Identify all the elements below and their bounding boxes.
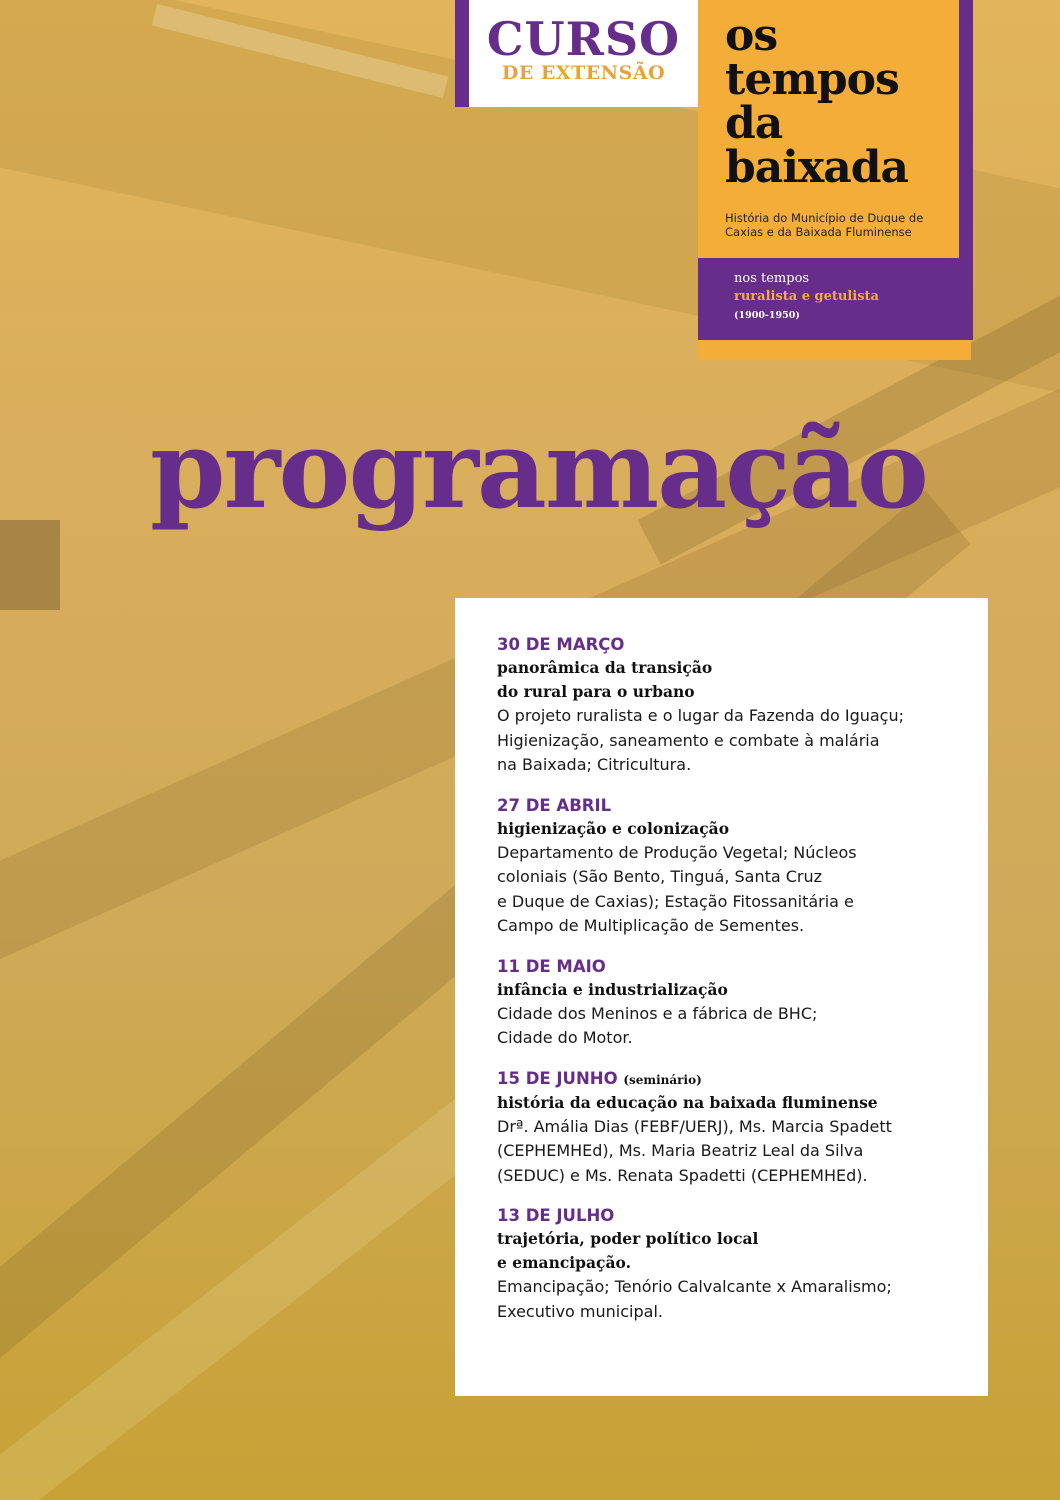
program-date xyxy=(497,795,977,817)
program-topic: trajetória, poder político local e emancipação. xyxy=(497,1229,759,1272)
date-text: 30 DE MARÇO xyxy=(497,635,625,654)
program-topic: história da educação na baixada fluminense xyxy=(497,1092,878,1112)
program-item xyxy=(497,634,977,778)
program-date xyxy=(497,1068,977,1091)
title-description: História do Município de Duque de Caxias e da Baixada Fluminense xyxy=(725,211,924,239)
program-item xyxy=(497,1205,977,1324)
program-date xyxy=(497,956,977,978)
program-item xyxy=(497,795,977,939)
date-text: 13 DE JULHO xyxy=(497,1206,615,1225)
period-bottom-strip xyxy=(698,340,971,360)
background-photo-band xyxy=(0,520,60,610)
date-note: (seminário) xyxy=(623,1072,702,1087)
program-topic: infância e industrialização xyxy=(497,979,728,999)
program-date xyxy=(497,1205,977,1227)
date-text: 11 DE MAIO xyxy=(497,956,606,976)
course-badge xyxy=(455,0,698,107)
course-badge-inner xyxy=(469,0,698,107)
course-sublabel: DE EXTENSÃO xyxy=(501,62,666,84)
program-description: Departamento de Produção Vegetal; Núcleos coloniais (São Bento, Tinguá, Santa Cruz e Duque de Caxias); Estação Fitossanitária e Campo de Multiplicação de Sementes. xyxy=(497,842,857,935)
program-list xyxy=(497,634,977,1341)
program-date xyxy=(497,634,977,656)
period-name: ruralista e getulista xyxy=(734,289,879,304)
program-description: Drª. Amália Dias (FEBF/UERJ), Ms. Marcia Spadett (CEPHEMHEd), Ms. Maria Beatriz Leal da Silva (SEDUC) e Ms. Renata Spadetti (CEPHEMHEd). xyxy=(497,1116,892,1185)
title-line: os tempos xyxy=(725,10,899,105)
course-label: CURSO xyxy=(486,12,681,66)
page-heading: programação xyxy=(150,407,927,533)
period-years: (1900-1950) xyxy=(734,310,800,321)
title-block xyxy=(698,0,973,258)
program-topic: panorâmica da transição do rural para o urbano xyxy=(497,658,713,701)
program-description: Cidade dos Meninos e a fábrica de BHC; Cidade do Motor. xyxy=(497,1003,818,1047)
program-description: Emancipação; Tenório Calvalcante x Amaralismo; Executivo municipal. xyxy=(497,1277,892,1321)
date-text: 15 DE JUNHO xyxy=(497,1068,618,1088)
period-intro: nos tempos xyxy=(734,271,810,286)
program-panel xyxy=(455,598,988,1396)
program-topic: higienização e colonização xyxy=(497,818,730,838)
date-text: 27 DE ABRIL xyxy=(497,795,612,815)
period-block xyxy=(698,258,973,340)
title-line: baixada xyxy=(725,142,909,193)
title-line: da xyxy=(725,98,783,149)
program-description: O projeto ruralista e o lugar da Fazenda do Iguaçu; Higienização, saneamento e combate à malária na Baixada; Citricultura. xyxy=(497,706,904,774)
program-item xyxy=(497,1068,977,1189)
publication-title xyxy=(725,10,965,193)
program-item xyxy=(497,956,977,1051)
